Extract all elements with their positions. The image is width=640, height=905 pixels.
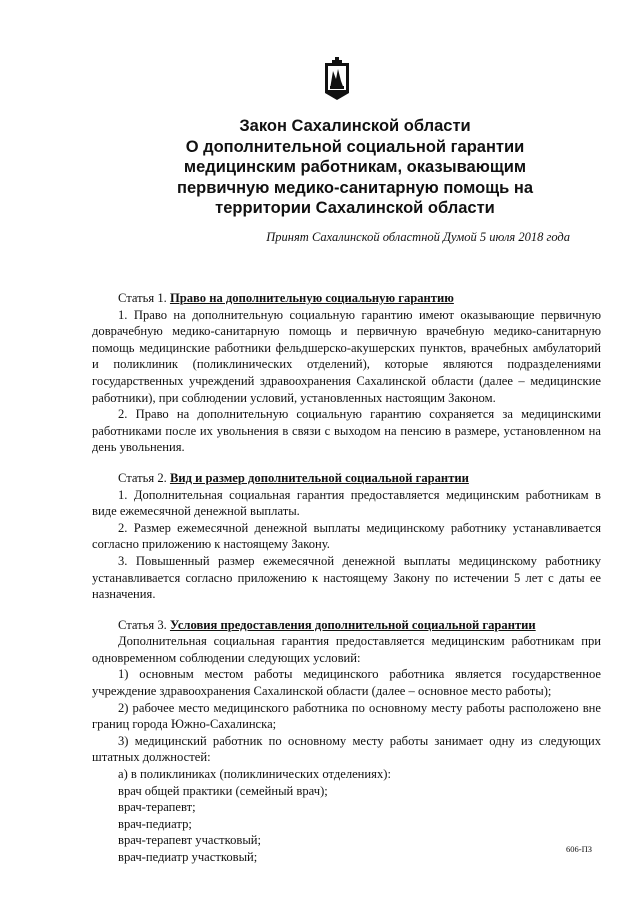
list-item: врач-терапевт; [118,800,196,815]
list-item: врач-педиатр; [118,816,192,831]
article-heading [92,290,601,307]
spacer [92,456,601,470]
article-paragraph: 3. Повышенный размер ежемесячной денежной выплаты медицинскому работнику устанавливается согласно приложению к настоящему Закону по истечении 5 лет с даты ее назначения. [92,553,601,602]
title-line: территории Сахалинской области [215,199,495,217]
title-line: Закон Сахалинской области [239,117,471,135]
list-item: врач-терапевт участковый; [118,833,262,848]
article-paragraph: 2. Размер ежемесячной денежной выплаты медицинскому работнику устанавливается согласно приложению к настоящему Закону. [92,520,601,552]
article-paragraph: 2. Право на дополнительную социальную гарантию сохраняется за медицинскими работниками после их увольнения в связи с выходом на пенсию в размере, установленном на день увольнения. [92,407,601,455]
article-paragraph: 2) рабочее место медицинского работника по основному месту работы расположено вне границ города Южно-Сахалинска; [92,700,601,732]
article-title: Вид и размер дополнительной социальной гарантии [169,470,469,485]
article-label: Статья 3. [118,617,167,632]
article-label: Статья 1. [118,291,167,305]
adoption-note: Принят Сахалинской областной Думой 5 июля 2018 года [266,230,570,244]
sakhalin-coat-of-arms-icon [324,55,350,101]
law-title [120,116,590,219]
article-title: Условия предоставления дополнительной социальной гарантии [169,617,536,632]
list-item: врач общей практики (семейный врач); [118,783,328,798]
article-paragraph: 1. Право на дополнительную социальную гарантию имеют оказывающие первичную доврачебную медико-санитарную помощь и первичную врачебную медико-санитарную помощь медицинские работники фельдшерско-акушерских пунктов, врачебных амбулаторий и поликлиник (поликлинических отделений), которые являются подразделениями государственных учреждений здравоохранения Сахалинской области (далее – медицинские работники), при соблюдении условий, установленных настоящим Законом. [92,307,601,405]
title-line: медицинским работникам, оказывающим [183,158,527,176]
article-label: Статья 2. [118,470,167,485]
article-paragraph: 3) медицинский работник по основному месту работы занимает одну из следующих штатных должностей: [92,733,601,765]
list-item: а) в поликлиниках (поликлинических отделениях): [118,767,391,782]
article-paragraph: Дополнительная социальная гарантия предоставляется медицинским работникам при одновременном соблюдении следующих условий: [92,634,601,665]
spacer [92,603,601,617]
article-1 [92,290,601,456]
article-title: Право на дополнительную социальную гарантию [169,291,454,305]
article-paragraph: 1) основным местом работы медицинского работника является государственное учреждение здравоохранения Сахалинской области (далее – основное место работы); [92,667,601,699]
law-body [92,290,601,866]
title-line: О дополнительной социальной гарантии [185,137,525,156]
list-item: врач-педиатр участковый; [118,850,258,864]
article-heading [92,617,601,634]
title-line: первичную медико-санитарную помощь на [176,178,534,197]
article-paragraph: 1. Дополнительная социальная гарантия предоставляется медицинским работникам в виде ежемесячной денежной выплаты. [92,487,601,519]
article-heading [92,470,601,487]
document-code: 606-ПЗ [566,844,592,854]
article-3 [92,617,601,866]
article-2 [92,470,601,603]
